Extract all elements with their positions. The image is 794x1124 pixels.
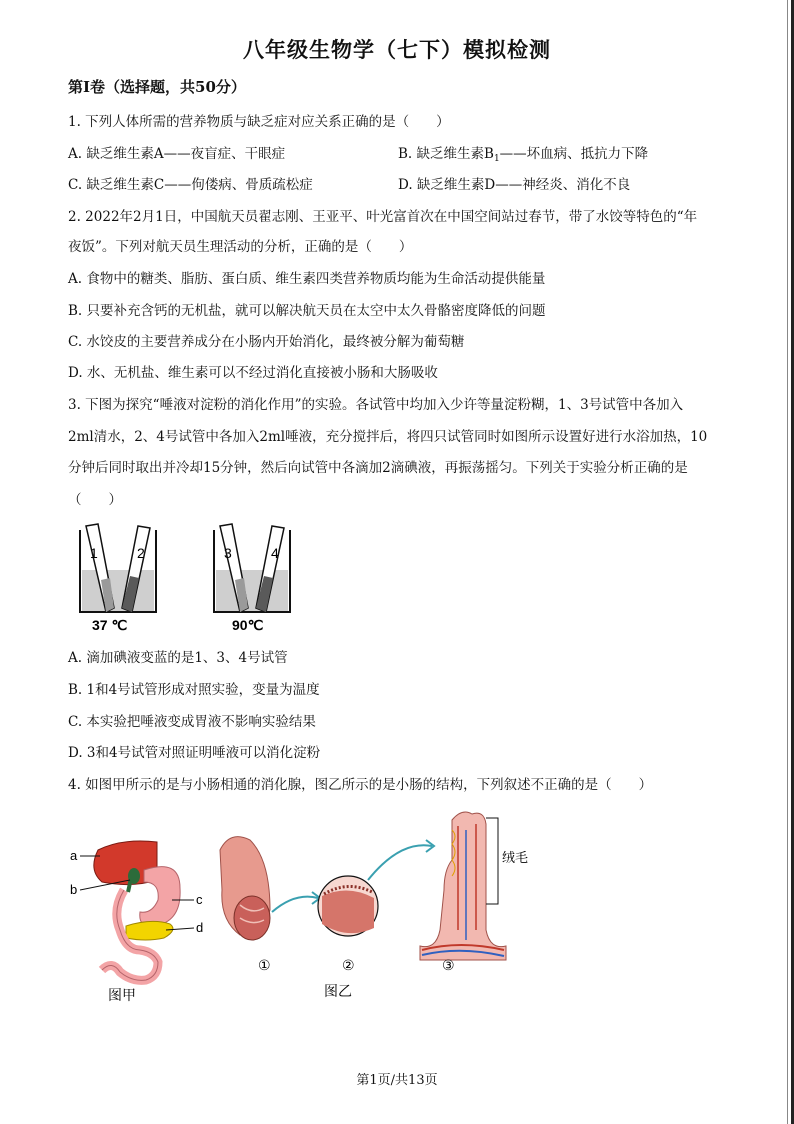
q3-option-b: B. 1和4号试管形成对照实验，变量为温度 — [68, 682, 320, 698]
label-num-3: ③ — [442, 958, 455, 974]
q3-stem-3: 分钟后同时取出并冷却15分钟，然后向试管中各滴加2滴碘液，再振荡摇匀。下列关于实验分析正确的是 — [68, 460, 688, 476]
q2-option-d: D. 水、无机盐、维生素可以不经过消化直接被小肠和大肠吸收 — [68, 365, 438, 381]
arrow-2-to-3 — [368, 845, 432, 880]
q2-option-b: B. 只要补充含钙的无机盐，就可以解决航天员在太空中太久骨骼密度降低的问题 — [68, 303, 546, 319]
tube-1-label: 1 — [90, 545, 98, 561]
beaker-90 — [214, 524, 290, 633]
temp-90-label: 90℃ — [232, 617, 264, 633]
label-a: a — [70, 848, 78, 863]
scan-edge-light — [787, 0, 788, 1124]
q1-stem: 1. 下列人体所需的营养物质与缺乏症对应关系正确的是（ ） — [68, 114, 450, 130]
q3-option-a: A. 滴加碘液变蓝的是1、3、4号试管 — [68, 650, 288, 666]
villus-3 — [420, 812, 506, 960]
page-title: 八年级生物学（七下）模拟检测 — [243, 37, 551, 62]
q1-option-b-pre: B. 缺乏维生素B — [398, 146, 494, 162]
label-d: d — [196, 920, 204, 935]
arrow-1-to-2 — [272, 897, 318, 912]
gallbladder-shape — [128, 868, 140, 884]
q3-stem-1: 3. 下图为探究“唾液对淀粉的消化作用”的实验。各试管中均加入少许等量淀粉糊，1、3号试管中各加入 — [68, 397, 684, 413]
label-b: b — [70, 882, 78, 897]
figure-jia-digestive-glands — [62, 830, 222, 1005]
stomach-shape — [140, 867, 180, 927]
figure-yi-small-intestine — [200, 800, 540, 1005]
tube-4-label: 4 — [271, 545, 279, 561]
tube-3-label: 3 — [224, 545, 232, 561]
figure-yi-caption: 图乙 — [324, 983, 352, 999]
q3-stem-2: 2ml清水，2、4号试管中各加入2ml唾液，充分搅拌后，将四只试管同时如图所示设置好进行水浴加热，10 — [68, 429, 708, 445]
q1-option-b-post: ——坏血病、抵抗力下降 — [499, 146, 649, 162]
q3-stem-4: （ ） — [68, 492, 122, 508]
label-c: c — [196, 892, 203, 907]
label-num-2: ② — [342, 958, 355, 974]
q2-option-a: A. 食物中的糖类、脂肪、蛋白质、维生素四类营养物质均能为生命活动提供能量 — [68, 271, 546, 287]
q2-option-c: C. 水饺皮的主要营养成分在小肠内开始消化，最终被分解为葡萄糖 — [68, 334, 465, 350]
q1-option-d: D. 缺乏维生素D——神经炎、消化不良 — [398, 177, 631, 193]
q3-option-d: D. 3和4号试管对照证明唾液可以消化淀粉 — [68, 745, 321, 761]
tube-2-label: 2 — [137, 545, 145, 561]
magnified-wall-2 — [318, 876, 378, 936]
villi-label: 绒毛 — [502, 850, 529, 865]
page-footer: 第1页/共13页 — [356, 1073, 438, 1088]
q1-option-b-sub: 1 — [493, 154, 500, 164]
q4-stem: 4. 如图甲所示的是与小肠相通的消化腺，图乙所示的是小肠的结构，下列叙述不正确的是（ ） — [68, 777, 653, 793]
intestine-segment-1 — [220, 837, 270, 940]
water-bath-figure — [70, 520, 300, 635]
q1-option-c: C. 缺乏维生素C——佝偻病、骨质疏松症 — [68, 177, 313, 193]
villi-bracket — [486, 818, 498, 904]
figure-jia-caption: 图甲 — [108, 987, 136, 1003]
section-heading: 第Ⅰ卷（选择题，共50分） — [68, 78, 246, 96]
beaker-water-37 — [82, 570, 154, 612]
q3-option-c: C. 本实验把唾液变成胃液不影响实验结果 — [68, 714, 316, 730]
label-num-1: ① — [258, 958, 271, 974]
beaker-37 — [80, 524, 156, 633]
q1-option-b — [398, 142, 648, 164]
beaker-water-90 — [216, 570, 288, 612]
q2-stem-1: 2. 2022年2月1日，中国航天员翟志刚、王亚平、叶光富首次在中国空间站过春节，带了水饺等特色的“年 — [68, 209, 698, 225]
pancreas-shape — [126, 921, 173, 940]
q1-option-a: A. 缺乏维生素A——夜盲症、干眼症 — [68, 146, 286, 162]
q2-stem-2: 夜饭”。下列对航天员生理活动的分析，正确的是（ ） — [68, 239, 413, 255]
temp-37-label: 37 ℃ — [92, 617, 128, 633]
